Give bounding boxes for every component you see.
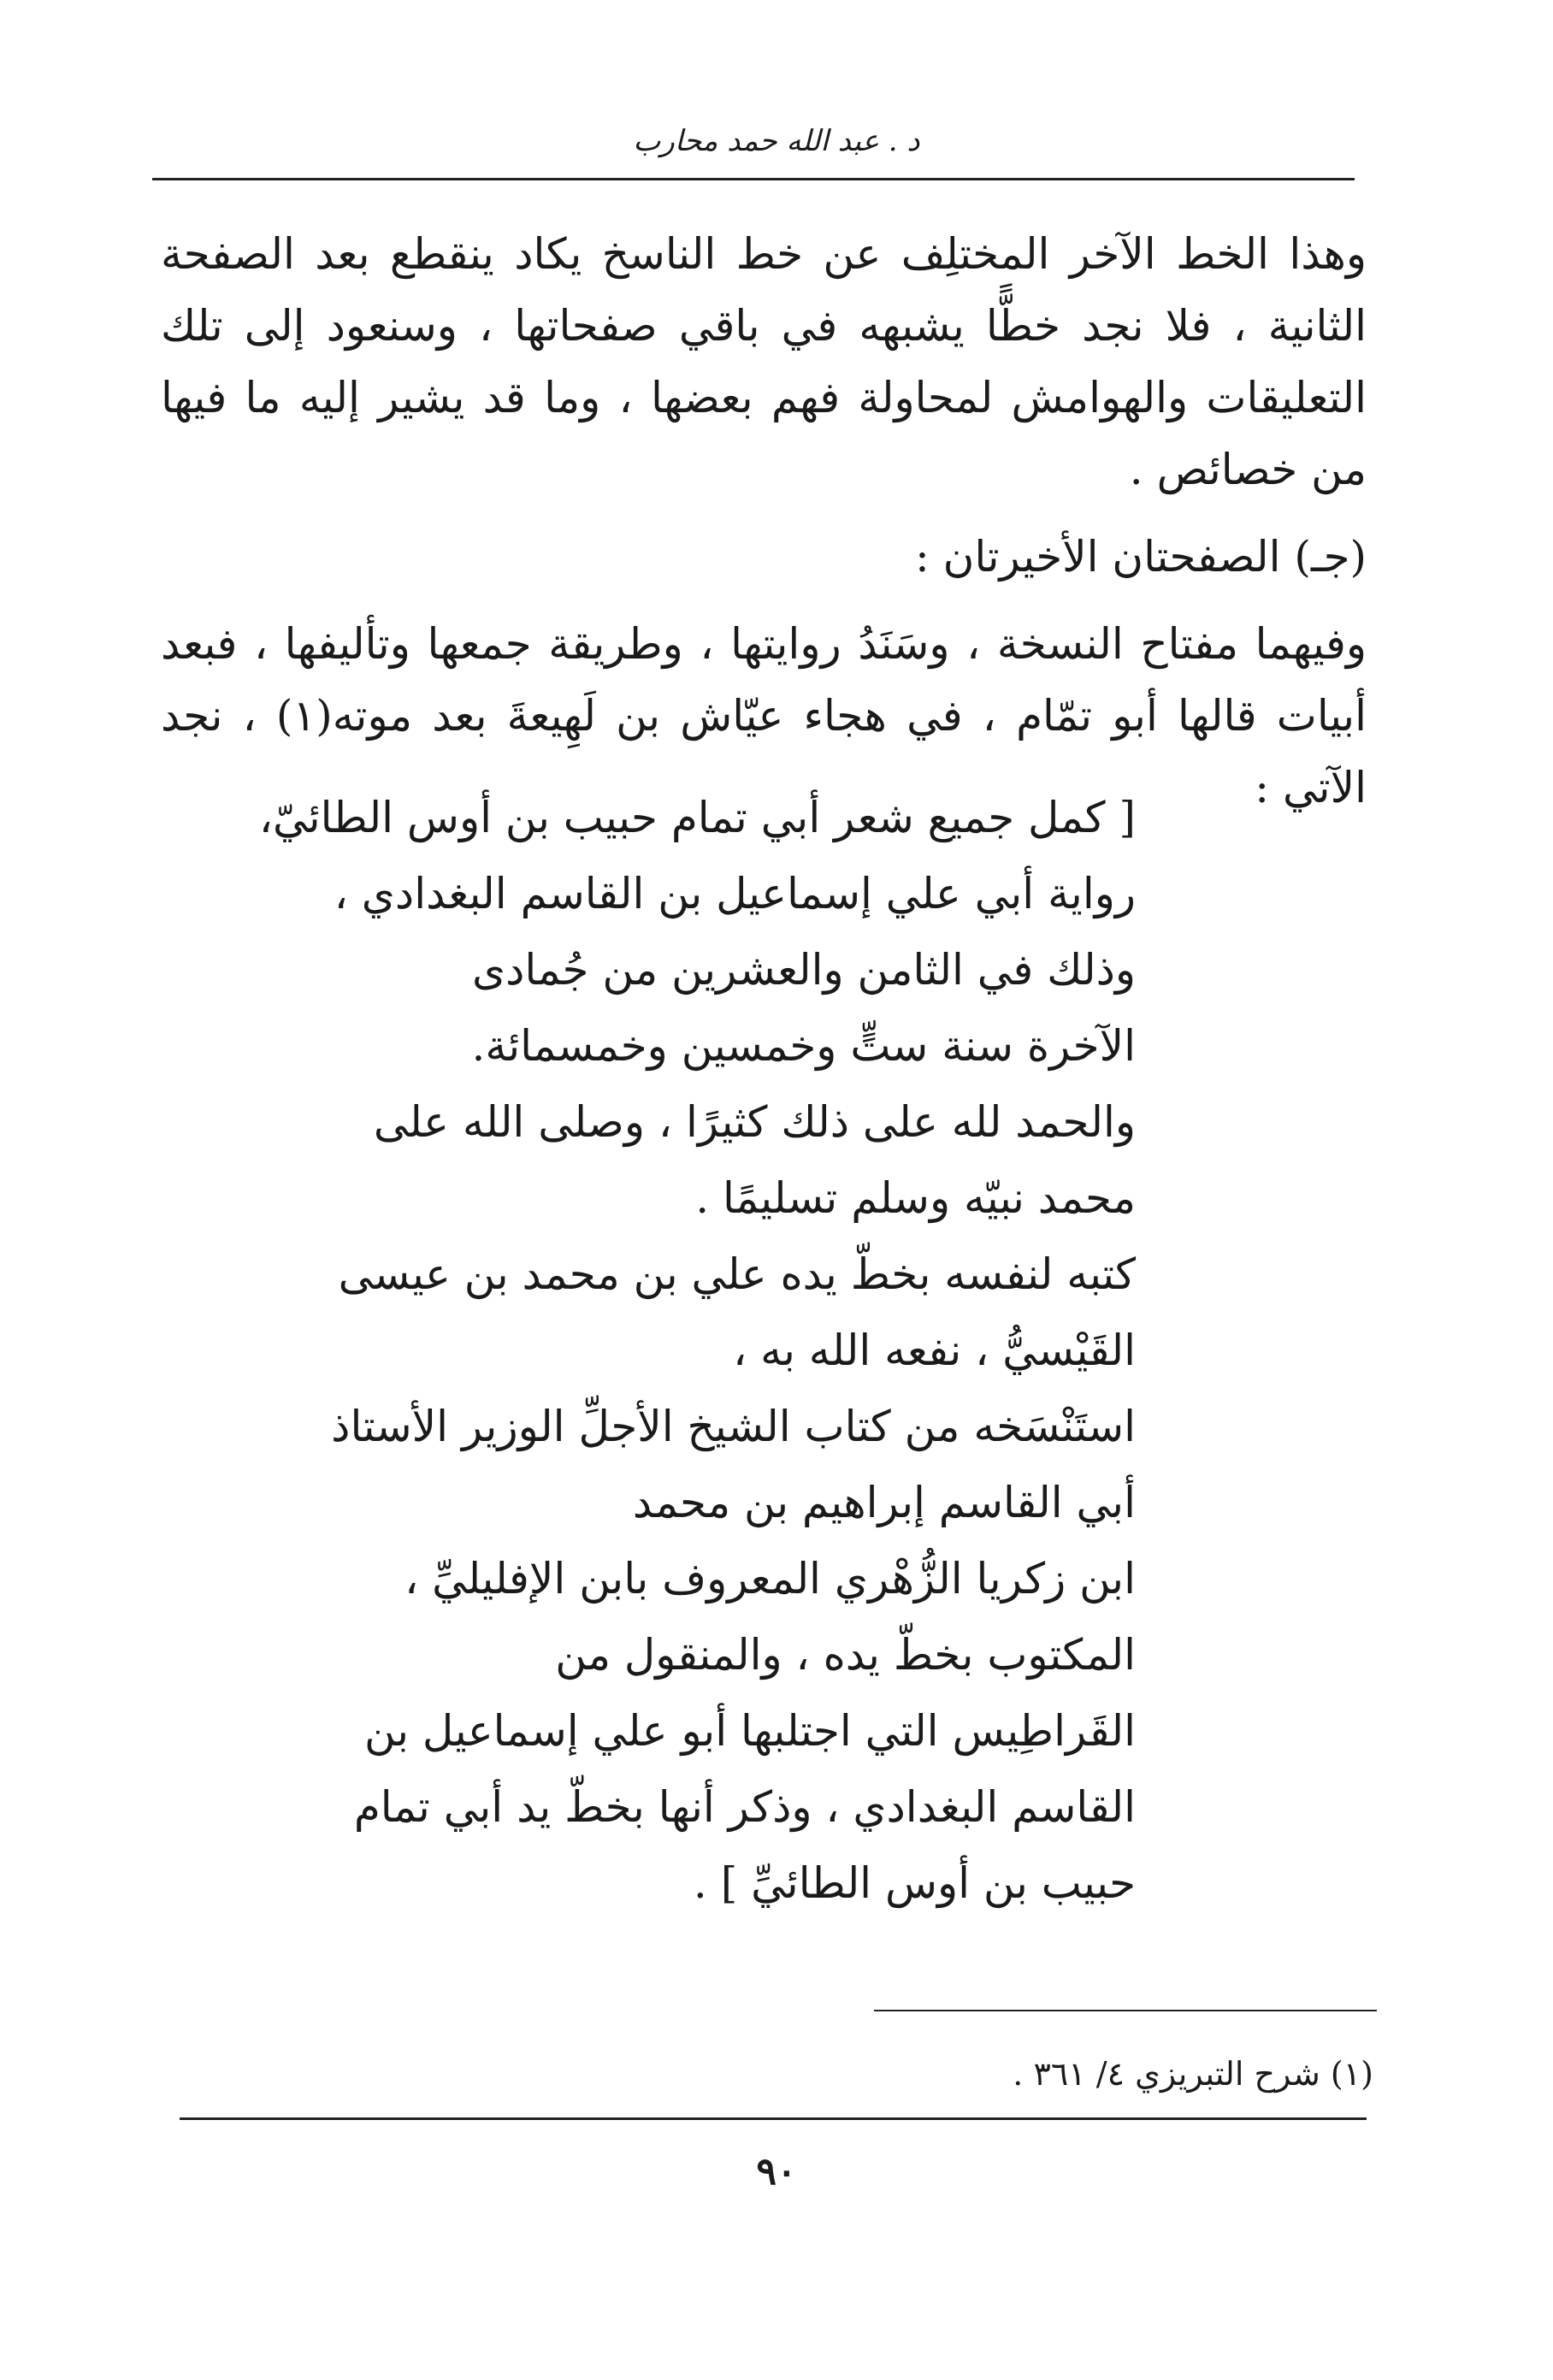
footnote: (١) شرح التبريزي ٤/ ٣٦١ . [1013, 2055, 1373, 2093]
colophon-line: والحمد لله على ذلك كثيرًا ، وصلى الله على [373, 1097, 1136, 1147]
colophon-line: القَراطِيس التي اجتلبها أبو علي إسماعيل بن [364, 1706, 1136, 1756]
colophon-line: رواية أبي علي إسماعيل بن القاسم البغدادي ، [334, 869, 1136, 918]
colophon-line: [ كمل جميع شعر أبي تمام حبيب بن أوس الطائيّ، [258, 793, 1136, 842]
colophon-line: الآخرة سنة ستٍّ وخمسين وخمسمائة. [471, 1021, 1136, 1071]
page-number: ٩٠ [756, 2150, 797, 2194]
colophon-line: وذلك في الثامن والعشرين من جُمادى [472, 945, 1136, 995]
footnote-rule [874, 2010, 1377, 2011]
colophon-line: كتبه لنفسه بخطّ يده علي بن محمد بن عيسى [338, 1249, 1136, 1299]
bottom-rule [180, 2117, 1367, 2120]
paragraph-1: وهذا الخط الآخر المختلِف عن خط الناسخ يكاد ينقطع بعد الصفحة الثانية ، فلا نجد خطًّا يشبهه في باقي صفحاتها ، وسنعود إلى تلك التعليقات والهوامش لمحاولة فهم بعضها ، وما قد يشير إليه ما فيها من خصائص . [161, 229, 1367, 494]
colophon-line: أبي القاسم إبراهيم بن محمد [632, 1478, 1136, 1527]
running-header-author: د . عبد الله حمد محارب [633, 124, 920, 158]
colophon-quote [258, 780, 1136, 1922]
colophon-line: استَنْسَخه من كتاب الشيخ الأجلِّ الوزير الأستاذ [331, 1402, 1136, 1451]
colophon-line: المكتوب بخطّ يده ، والمنقول من [555, 1630, 1136, 1680]
header-rule [152, 178, 1355, 180]
paragraph-2: وفيهما مفتاح النسخة ، وسَنَدُ روايتها ، وطريقة جمعها وتأليفها ، فبعد أبيات قالها أبو تمّام ، في هجاء عيّاش بن لَهِيعةَ بعد موته(١) ، نجد الآتي : [161, 619, 1367, 812]
colophon-line: حبيب بن أوس الطائيِّ ] . [693, 1858, 1136, 1908]
main-text [161, 218, 1367, 824]
section-heading: (جـ) الصفحتان الأخيرتان : [914, 532, 1367, 582]
colophon-line: محمد نبيّه وسلم تسليمًا . [695, 1173, 1136, 1223]
colophon-line: ابن زكريا الزُّهْري المعروف بابن الإفليليِّ ، [404, 1554, 1136, 1603]
colophon-line: القَيْسيُّ ، نفعه الله به ، [733, 1326, 1136, 1375]
colophon-line: القاسم البغدادي ، وذكر أنها بخطّ يد أبي تمام [353, 1782, 1136, 1832]
